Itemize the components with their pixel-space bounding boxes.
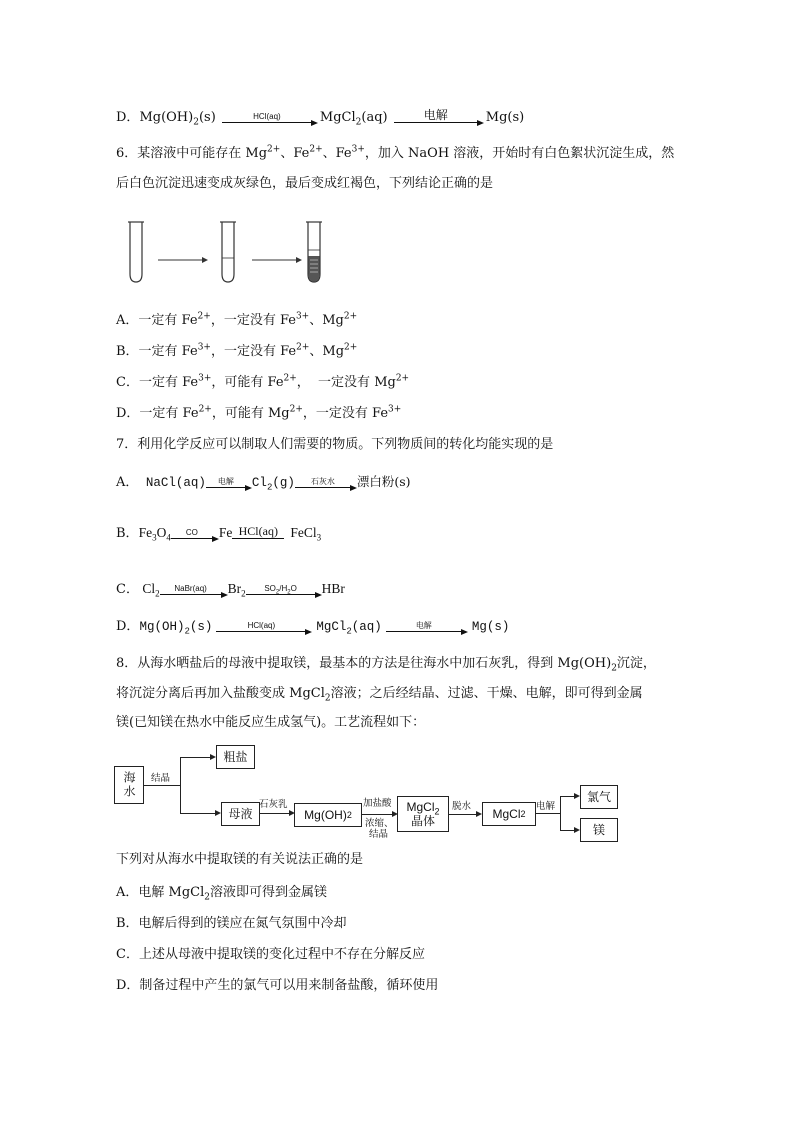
q8-option-b[interactable]: B．电解后得到的镁应在氮气氛围中冷却	[116, 916, 347, 931]
q7-stem: 7．利用化学反应可以制取人们需要的物质。下列物质间的转化均能实现的是	[116, 437, 554, 452]
label-add-hcl: 加盐酸	[363, 798, 392, 809]
q8-stem-line1: 8．从海水晒盐后的母液中提取镁，最基本的方法是往海水中加石灰乳，得到 $Mg(OH)_2$沉淀，	[116, 656, 656, 674]
reaction-arrow: 石灰水	[295, 476, 357, 490]
mgoh2-box: Mg(OH) 2	[294, 803, 362, 827]
reaction-arrow: CO	[171, 527, 219, 541]
q8-stem-line3: 镁(已知镁在热水中能反应生成氢气)。工艺流程如下：	[116, 715, 426, 730]
label-dehydrate: 脱水	[452, 801, 472, 812]
seawater-box: 海水	[114, 766, 144, 804]
arrow-icon	[158, 257, 208, 263]
label-crystal: 结晶	[369, 829, 389, 840]
arrow-icon	[252, 257, 302, 263]
q7-option-a[interactable]: A． NaCl(aq) 电解 $Cl_2(g)$ 石灰水 漂白粉(s)	[116, 474, 411, 493]
q7-option-b[interactable]: B．$Fe_3O_4$ CO Fe HCl(aq) FeCl$_3$	[116, 523, 322, 543]
reaction-arrow: $SO_2/H_2O$	[246, 583, 322, 597]
mgcl2-box: MgCl 2	[482, 802, 536, 826]
q8-stem2: 下列对从海水中提取镁的有关说法正确的是	[116, 852, 364, 867]
q6-option-b[interactable]: B．一定有 $Fe^{3+}$，一定没有 $Fe^{2+}$、$Mg^{2+}$	[116, 342, 358, 359]
reaction-arrow: NaBr(aq)	[160, 583, 228, 597]
q6-stem-line1: 6．某溶液中可能存在 $Mg^{2+}$、$Fe^{2+}$、$Fe^{3+}$，加入 NaOH 溶液，开始时有白色絮状沉淀生成，然	[116, 144, 675, 161]
reaction-arrow: HCl(aq)	[232, 527, 290, 541]
reaction-arrow: 电解	[394, 111, 484, 125]
q6-stem-line2: 后白色沉淀迅速变成灰绿色，最后变成红褐色，下列结论正确的是	[116, 176, 494, 191]
test-tube-illustration	[118, 220, 338, 290]
test-tube-icon	[128, 222, 144, 282]
q6-option-c[interactable]: C．一定有 $Fe^{3+}$，可能有 $Fe^{2+}$， 一定没有 $Mg^{2+}$	[116, 373, 410, 390]
test-tube-with-precipitate-icon	[306, 222, 322, 282]
mother-liquor-box: 母液	[221, 802, 260, 826]
q6-option-a[interactable]: A．一定有 $Fe^{2+}$，一定没有 $Fe^{3+}$、$Mg^{2+}$	[116, 311, 358, 328]
label-crystallize: 结晶	[151, 773, 171, 784]
q6-option-d[interactable]: D．一定有 $Fe^{2+}$，可能有 $Mg^{2+}$，一定没有 $Fe^{3+}$	[116, 404, 402, 421]
q8-stem-line2: 将沉淀分离后再加入盐酸变成 MgCl$_2$溶液；之后经结晶、过滤、干燥、电解，即可得到金属	[116, 686, 643, 704]
label-lime-milk: 石灰乳	[259, 799, 288, 810]
test-tube-with-solution-icon	[220, 222, 236, 282]
reaction-arrow: 电解	[206, 476, 252, 490]
q7-option-d[interactable]: D．$Mg(OH)_2(s)$ HCl(aq) MgCl$_2$(aq) 电解 Mg(s)	[116, 619, 510, 637]
reaction-arrow: 电解	[386, 620, 468, 634]
q7-option-c[interactable]: C． $Cl_2$ NaBr(aq) $Br_2$ $SO_2/H_2O$ HBr	[116, 581, 345, 599]
q5-option-d: D．$Mg(OH)_2(s)$ HCl(aq) MgCl$_2$(aq) 电解 Mg(s)	[116, 107, 525, 128]
reaction-arrow: HCl(aq)	[216, 620, 312, 634]
q8-option-a[interactable]: A．电解 MgCl$_2$溶液即可得到金属镁	[116, 885, 328, 903]
mgcl2-crystal-box: MgCl$_2$ 晶体	[397, 796, 449, 832]
q8-option-d[interactable]: D．制备过程中产生的氯气可以用来制备盐酸，循环使用	[116, 978, 439, 993]
crude-salt-box: 粗盐	[216, 745, 255, 769]
chlorine-box: 氯气	[580, 785, 618, 809]
q8-option-c[interactable]: C．上述从母液中提取镁的变化过程中不存在分解反应	[116, 947, 425, 962]
reaction-arrow: HCl(aq)	[222, 111, 318, 125]
label-electrolysis: 电解	[536, 801, 556, 812]
magnesium-box: 镁	[580, 818, 618, 842]
label-concentrate: 浓缩、	[365, 818, 394, 829]
